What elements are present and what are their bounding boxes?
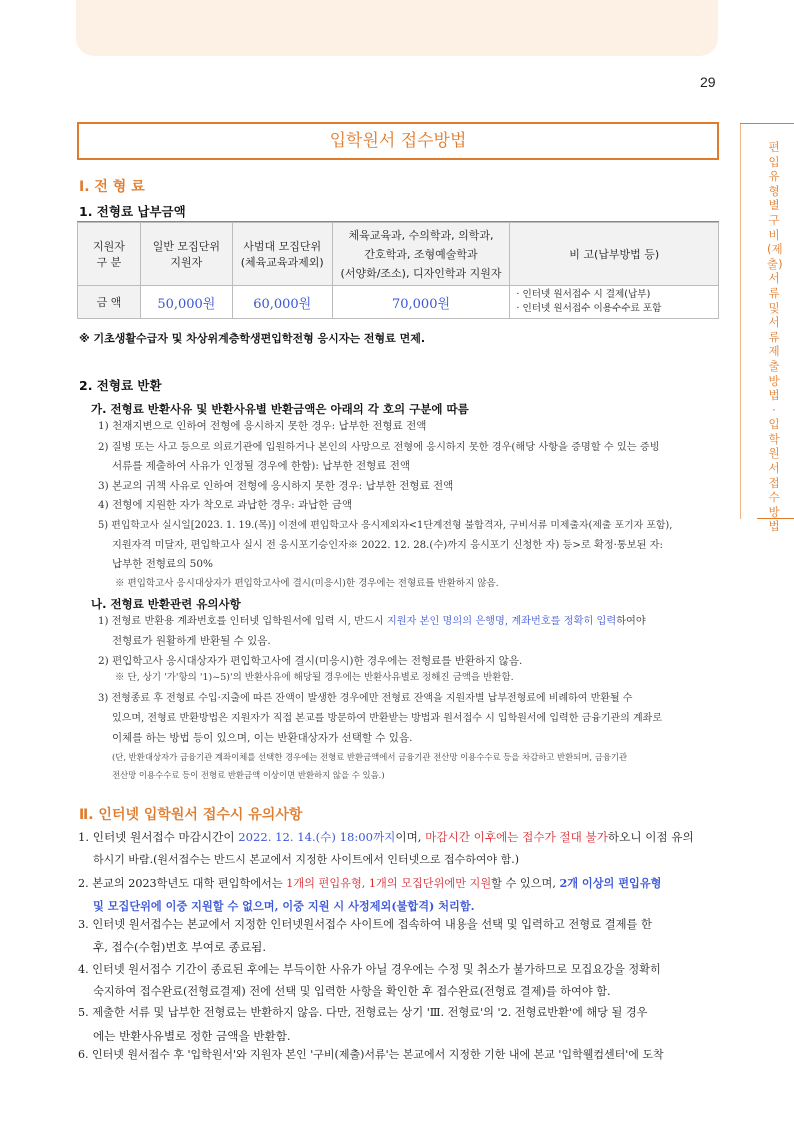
table-header-cell xyxy=(78,223,141,286)
remark-line: · 인터넷 원서접수 이용수수료 포함 xyxy=(516,303,662,314)
single-application-warning: 1개의 편입유형, 1개의 모집단위에만 지원 xyxy=(286,877,492,890)
section1-heading: Ⅰ. 전 형 료 xyxy=(79,179,145,195)
refund-item-5-cont: 지원자격 미달자, 편입학고사 실시 전 응시포기승인자※ 2022. 12. 28.(수)까지 응시포기 신청한 자) 등>로 확정·통보된 자: xyxy=(112,540,663,551)
amount-special: 70,000원 xyxy=(332,286,510,319)
header-education: 사범대 모집단위 (체육교육과제외) xyxy=(240,240,324,269)
caution-item-1 xyxy=(98,611,646,632)
notice-item-6: 6. 인터넷 원서접수 후 '입학원서'와 지원자 본인 '구비(제출)서류'는 본교에서 지정한 기한 내에 본교 '입학웰컴센터'에 도착 xyxy=(78,1048,664,1061)
fee-table xyxy=(77,222,719,319)
side-tab-rule-top xyxy=(740,123,794,124)
fee-refund-heading: 2. 전형료 반환 xyxy=(79,378,162,393)
double-application-warning: 2개 이상의 편입유형 xyxy=(559,876,662,890)
notice-item-1-end: 하오니 이점 유의 xyxy=(607,830,694,844)
refund-item-1: 1) 천재지변으로 인하여 전형에 응시하지 못한 경우: 납부한 전형료 전액 xyxy=(98,420,427,432)
notice-item-3-cont: 후, 접수(수험)번호 부여로 종료됨. xyxy=(93,940,267,954)
remark-line: · 인터넷 원서접수 시 결제(납부) xyxy=(516,289,651,300)
absence-note: ※ 편입학고사 응시대상자가 편입학고사에 결시(미응시)한 경우에는 전형료를 반환하지 않음. xyxy=(115,578,499,589)
caution-item-1-end: 하여야 xyxy=(616,616,646,627)
notice-item-5-cont: 에는 반환사유별로 정한 금액을 반환함. xyxy=(93,1029,291,1043)
caution-item-1-text: 1) 전형료 반환용 계좌번호를 인터넷 입학원서에 입력 시, 반드시 xyxy=(98,616,387,627)
fee-exemption-note: ※ 기초생활수급자 및 차상위계층학생편입학전형 응시자는 전형료 면제. xyxy=(79,332,426,345)
caution-item-3-cont: 있으며, 전형료 반환방법은 지원자가 직접 본교를 방문하여 반환받는 방법과 원서접수 시 입학원서에 입력한 금융기관의 계좌로 xyxy=(112,713,663,724)
refund-reasons-heading: 가. 전형료 반환사유 및 반환사유별 반환금액은 아래의 각 호의 구분에 따름 xyxy=(91,402,469,416)
refund-item-2-cont: 서류를 제출하여 사유가 인정될 경우에 한함): 납부한 전형료 전액 xyxy=(112,460,411,472)
notice-item-4-cont: 숙지하여 접수완료(전형료결제) 전에 선택 및 입력한 사항을 확인한 후 접수완료(전형료 결제)를 하여야 함. xyxy=(93,985,611,998)
section2-heading: Ⅱ. 인터넷 입학원서 접수시 유의사항 xyxy=(79,807,303,823)
notice-item-2-cont: 및 모집단위에 이중 지원할 수 없으며, 이중 지원 시 사정제외(불합격) 처리함. xyxy=(93,899,475,913)
notice-item-3: 3. 인터넷 원서접수는 본교에서 지정한 인터넷원서접수 사이트에 접속하여 내용을 선택 및 입력하고 전형료 결제를 한 xyxy=(78,918,652,931)
refund-item-5: 5) 편입학고사 실시일[2023. 1. 19.(목)] 이전에 편입학고사 응시제외자<1단계전형 불합격자, 구비서류 미제출자(제출 포기자 포함), xyxy=(98,520,673,531)
caution-item-1-highlight: 지원자 본인 명의의 은행명, 계좌번호를 정확히 입력 xyxy=(386,616,617,627)
caution-item-3: 3) 전형종료 후 전형료 수입·지출에 따른 잔액이 발생한 경우에만 전형료 잔액을 지원자별 납부전형료에 비례하여 반환될 수 xyxy=(98,693,633,704)
caution-item-2-note: ※ 단, 상기 '가'항의 '1)~5)'의 반환사유에 해당될 경우에는 반환사유별로 정해진 금액을 반환함. xyxy=(115,672,514,683)
deadline-text: 2022. 12. 14.(수) 18:00까지 xyxy=(238,830,396,844)
table-header-cell xyxy=(332,223,510,286)
header-band xyxy=(76,0,718,56)
notice-item-1-text: 1. 인터넷 원서접수 마감시간이 xyxy=(78,830,239,844)
caution-item-3-cont2: 이체를 하는 방법 등이 있으며, 이는 반환대상자가 선택할 수 있음. xyxy=(112,732,413,744)
refund-item-5-cont2: 납부한 전형료의 50% xyxy=(112,558,214,570)
row-label: 금 액 xyxy=(78,286,141,319)
header-remarks: 비 고(납부방법 등) xyxy=(569,248,660,261)
notice-item-5: 5. 제출한 서류 및 납부한 전형료는 반환하지 않음. 다만, 전형료는 상기 'Ⅲ. 전형료'의 '2. 전형료반환'에 해당 될 경우 xyxy=(78,1006,648,1019)
amount-education: 60,000원 xyxy=(232,286,332,319)
header-general: 일반 모집단위 지원자 xyxy=(152,240,220,269)
refund-item-4: 4) 전형에 지원한 자가 착오로 과납한 경우: 과납한 금액 xyxy=(98,499,353,511)
caution-item-1-cont: 전형료가 원활하게 반환될 수 있음. xyxy=(112,635,271,647)
refund-item-3: 3) 본교의 귀책 사유로 인하여 전형에 응시하지 못한 경우: 납부한 전형료 전액 xyxy=(98,480,454,492)
page-number: 29 xyxy=(700,74,716,90)
table-header-cell xyxy=(232,223,332,286)
table-header-cell xyxy=(140,223,232,286)
notice-item-1-cont: 하시기 바람.(원서접수는 반드시 본교에서 지정한 사이트에서 인터넷으로 접수하여야 함.) xyxy=(93,853,520,866)
refund-caution-heading: 나. 전형료 반환관련 유의사항 xyxy=(91,597,241,611)
table-header-cell xyxy=(510,223,719,286)
notice-item-4: 4. 인터넷 원서접수 기간이 종료된 후에는 부득이한 사유가 아닐 경우에는 수정 및 취소가 불가하므로 모집요강을 정확히 xyxy=(78,963,661,976)
deadline-warning: 마감시간 이후에는 접수가 절대 불가 xyxy=(425,830,608,844)
caution-item-2: 2) 편입학고사 응시대상자가 편입학고사에 결시(미응시)한 경우에는 전형료를 반환하지 않음. xyxy=(98,655,523,667)
notice-item-2-mid: 할 수 있으며, xyxy=(491,877,560,890)
caution-item-3-note-cont: 전산망 이용수수료 등이 전형료 반환금액 이상이면 반환하지 않을 수 있음.) xyxy=(112,770,385,780)
page-title: 입학원서 접수방법 xyxy=(77,122,719,160)
refund-item-2: 2) 질병 또는 사고 등으로 의료기관에 입원하거나 본인의 사망으로 전형에 응시하지 못한 경우(해당 사항을 증명할 수 있는 증빙 xyxy=(98,442,660,453)
notice-item-1 xyxy=(78,826,694,848)
notice-item-1-mid: 이며, xyxy=(395,830,426,844)
notice-item-2-text: 2. 본교의 2023학년도 대학 편입학에서는 xyxy=(78,877,287,890)
amount-general: 50,000원 xyxy=(140,286,232,319)
header-special: 체육교육과, 수의학과, 의학과, 간호학과, 조형예술학과 (서양화/조소), 디자인학과 지원자 xyxy=(340,228,502,280)
side-tab-label: 편입유형별 구비(제출)서류 및 서류제출방법·입학원서 접수방법 xyxy=(767,140,783,534)
notice-item-2 xyxy=(78,872,661,895)
fee-amount-heading: 1. 전형료 납부금액 xyxy=(79,204,186,219)
caution-item-3-note: (단, 반환대상자가 금융기관 계좌이체를 선택한 경우에는 전형료 반환금액에서 금융기관 전산망 이용수수료 등을 차감하고 반환되며, 금융기관 xyxy=(112,752,628,762)
header-applicant-type: 지원자 구 분 xyxy=(93,240,125,269)
remarks-cell xyxy=(510,286,719,319)
